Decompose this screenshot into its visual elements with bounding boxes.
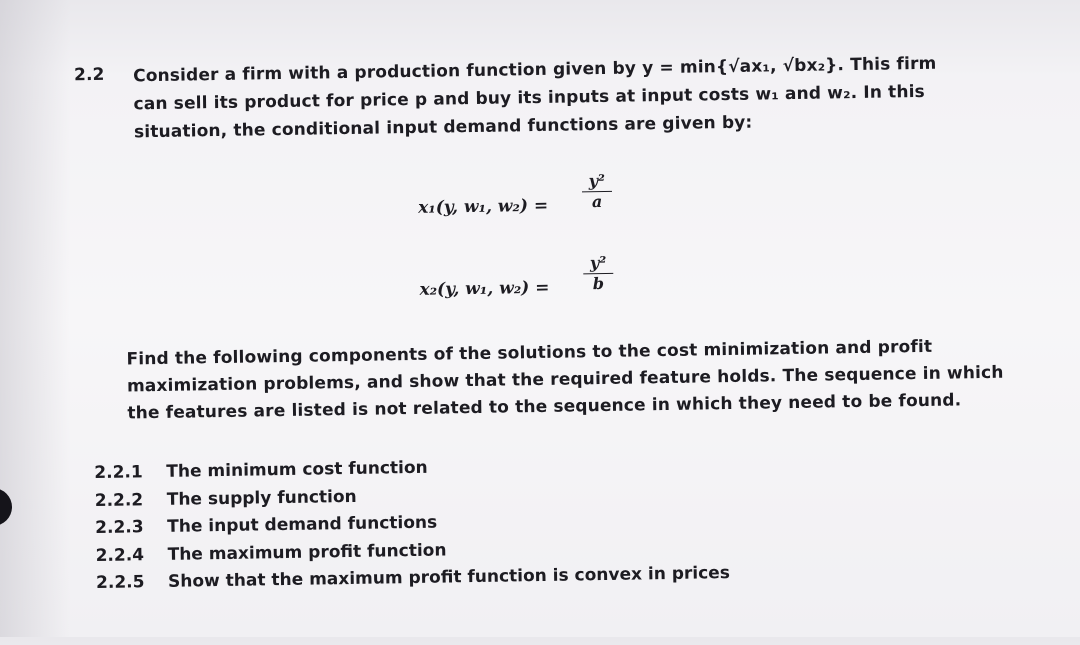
equation-x1-denominator: a [591,192,603,212]
subitem-text: Show that the maximum profit function is convex in prices [167,563,731,592]
subitem-2-2-5 [96,563,730,593]
intro-line-2: can sell its product for price p and buy its inputs at input costs w₁ and w₂. In this [133,81,926,115]
instruction-line-2: maximization problems, and show that the required feature holds. The sequence in which [126,362,1004,397]
equation-x1-lhs: x₁(y, w₁, w₂) = [418,195,549,218]
subitem-number: 2.2.4 [95,545,145,567]
equation-x1-numerator: y² [588,170,606,191]
subitem-text: The minimum cost function [166,457,428,482]
intro-line-1: Consider a firm with a production function given by y = min{√ax₁, √bx₂}. This firm [132,53,937,87]
equation-x2-fraction [583,253,614,293]
subitem-number: 2.2.1 [94,462,143,484]
subitem-number: 2.2.3 [95,517,144,539]
equation-x2-denominator: b [592,273,605,294]
subitem-text: The supply function [166,486,357,510]
subitem-2-2-3 [95,513,437,538]
problem-number: 2.2 [73,64,105,86]
equation-x2-lhs: x₂(y, w₁, w₂) = [419,277,550,300]
equation-x2-numerator: y² [589,252,607,273]
equation-x1-fraction [582,171,613,211]
subitem-2-2-4 [95,540,446,566]
subitem-text: The maximum profit function [167,540,447,565]
subitem-text: The input demand functions [167,512,438,537]
subitem-number: 2.2.2 [94,490,144,512]
subitem-2-2-2 [95,487,357,511]
subitem-2-2-1 [94,458,428,483]
instruction-line-1: Find the following components of the solutions to the cost minimization and profit [126,336,933,370]
instruction-line-3: the features are listed is not related to the sequence in which they need to be found. [127,390,962,424]
intro-line-3: situation, the conditional input demand functions are given by: [133,112,753,143]
subitem-number: 2.2.5 [95,572,145,594]
